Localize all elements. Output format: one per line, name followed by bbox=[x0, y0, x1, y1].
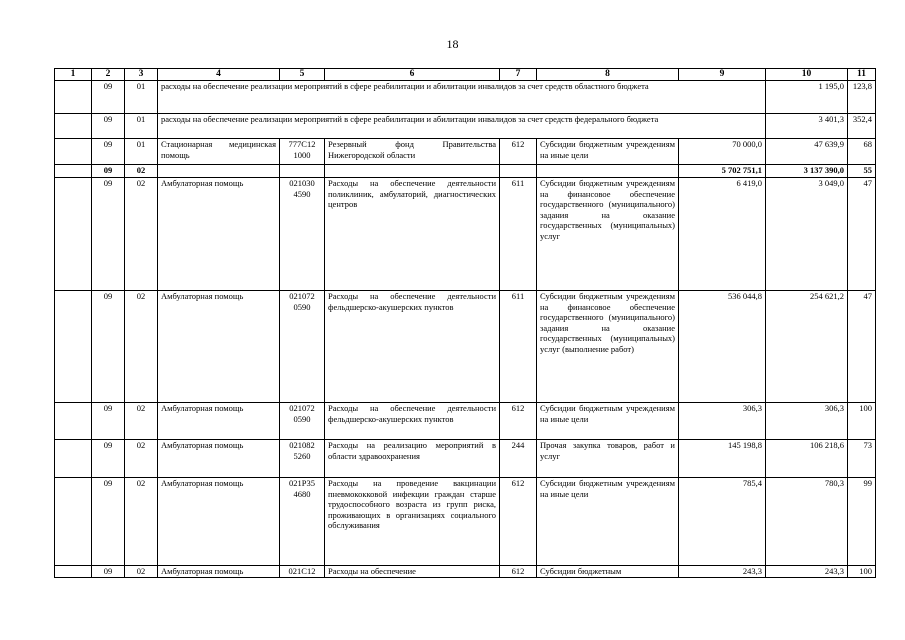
cell-subsection: 02 bbox=[125, 403, 158, 440]
cell-subsection: 02 bbox=[125, 165, 158, 178]
cell-col1 bbox=[55, 291, 92, 403]
cell-subsection: 02 bbox=[125, 440, 158, 478]
cell-type-name: Прочая закупка товаров, работ и услуг bbox=[537, 440, 679, 478]
column-header: 7 bbox=[500, 69, 537, 81]
cell-type-name: Субсидии бюджетным учреждениям на финансовое обеспечение государственного (муниципального) задания на оказание государственных (муниципальных) услуг (выполнение работ) bbox=[537, 291, 679, 403]
cell-plan: 70 000,0 bbox=[679, 139, 766, 165]
cell-actual: 3 137 390,0 bbox=[766, 165, 848, 178]
cell-actual: 106 218,6 bbox=[766, 440, 848, 478]
cell-col1 bbox=[55, 440, 92, 478]
cell-actual: 306,3 bbox=[766, 403, 848, 440]
cell-expense-name: Расходы на обеспечение деятельности фельдшерско-акушерских пунктов bbox=[325, 291, 500, 403]
cell-subsection-name: Амбулаторная помощь bbox=[158, 291, 280, 403]
cell-section: 09 bbox=[92, 478, 125, 566]
cell-target-code bbox=[280, 165, 325, 178]
cell-type-code: 612 bbox=[500, 403, 537, 440]
cell-col1 bbox=[55, 81, 92, 114]
cell-type-name bbox=[537, 165, 679, 178]
cell-subsection: 01 bbox=[125, 139, 158, 165]
cell-percent: 100 bbox=[848, 403, 876, 440]
cell-subsection: 01 bbox=[125, 114, 158, 139]
cell-plan: 785,4 bbox=[679, 478, 766, 566]
cell-subsection: 02 bbox=[125, 291, 158, 403]
cell-actual: 243,3 bbox=[766, 566, 848, 578]
cell-section: 09 bbox=[92, 165, 125, 178]
column-header: 10 bbox=[766, 69, 848, 81]
cell-section: 09 bbox=[92, 403, 125, 440]
cell-subsection: 01 bbox=[125, 81, 158, 114]
cell-type-name: Субсидии бюджетным учреждениям на иные цели bbox=[537, 139, 679, 165]
column-header: 5 bbox=[280, 69, 325, 81]
cell-subsection: 02 bbox=[125, 178, 158, 291]
cell-target-code: 021P35 4680 bbox=[280, 478, 325, 566]
cell-col1 bbox=[55, 165, 92, 178]
cell-subsection-name: Амбулаторная помощь bbox=[158, 178, 280, 291]
cell-plan: 145 198,8 bbox=[679, 440, 766, 478]
cell-plan: 1 195,0 bbox=[766, 81, 848, 114]
cell-percent: 100 bbox=[848, 566, 876, 578]
cell-percent: 73 bbox=[848, 440, 876, 478]
table-row bbox=[55, 81, 876, 114]
subsection-total-row bbox=[55, 165, 876, 178]
cell-plan: 3 401,3 bbox=[766, 114, 848, 139]
cell-expense-name: Расходы на обеспечение деятельности фельдшерско-акушерских пунктов bbox=[325, 403, 500, 440]
column-header: 9 bbox=[679, 69, 766, 81]
cell-type-name: Субсидии бюджетным учреждениям на финансовое обеспечение государственного (муниципального) задания на оказание государственных (муниципальных) услуг bbox=[537, 178, 679, 291]
cell-percent: 99 bbox=[848, 478, 876, 566]
cell-subsection-name bbox=[158, 165, 280, 178]
cell-subsection: 02 bbox=[125, 478, 158, 566]
table-row bbox=[55, 566, 876, 578]
cell-description: расходы на обеспечение реализации мероприятий в сфере реабилитации и абилитации инвалидов за счет средств областного бюджета bbox=[158, 81, 766, 114]
cell-target-code: 021072 0590 bbox=[280, 403, 325, 440]
page-number: 18 bbox=[446, 37, 459, 51]
cell-percent: 55 bbox=[848, 165, 876, 178]
cell-percent: 47 bbox=[848, 178, 876, 291]
cell-section: 09 bbox=[92, 440, 125, 478]
cell-expense-name: Расходы на обеспечение bbox=[325, 566, 500, 578]
cell-actual: 780,3 bbox=[766, 478, 848, 566]
cell-expense-name: Расходы на обеспечение деятельности поликлиник, амбулаторий, диагностических центров bbox=[325, 178, 500, 291]
cell-subsection: 02 bbox=[125, 566, 158, 578]
table-row bbox=[55, 403, 876, 440]
cell-percent: 68 bbox=[848, 139, 876, 165]
cell-plan: 243,3 bbox=[679, 566, 766, 578]
cell-percent: 47 bbox=[848, 291, 876, 403]
column-header: 2 bbox=[92, 69, 125, 81]
cell-section: 09 bbox=[92, 81, 125, 114]
cell-plan: 306,3 bbox=[679, 403, 766, 440]
cell-col1 bbox=[55, 566, 92, 578]
cell-expense-name: Расходы на реализацию мероприятий в области здравоохранения bbox=[325, 440, 500, 478]
cell-type-code: 244 bbox=[500, 440, 537, 478]
cell-section: 09 bbox=[92, 566, 125, 578]
column-header: 3 bbox=[125, 69, 158, 81]
cell-subsection-name: Амбулаторная помощь bbox=[158, 566, 280, 578]
cell-subsection-name: Амбулаторная помощь bbox=[158, 478, 280, 566]
cell-actual: 254 621,2 bbox=[766, 291, 848, 403]
column-header: 4 bbox=[158, 69, 280, 81]
table-row bbox=[55, 114, 876, 139]
cell-actual: 47 639,9 bbox=[766, 139, 848, 165]
cell-type-name: Субсидии бюджетным учреждениям на иные цели bbox=[537, 403, 679, 440]
cell-target-code: 021082 5260 bbox=[280, 440, 325, 478]
cell-subsection-name: Стационарная медицинская помощь bbox=[158, 139, 280, 165]
cell-type-code: 612 bbox=[500, 566, 537, 578]
cell-type-code: 611 bbox=[500, 291, 537, 403]
cell-type-code bbox=[500, 165, 537, 178]
cell-section: 09 bbox=[92, 291, 125, 403]
cell-section: 09 bbox=[92, 114, 125, 139]
cell-type-name: Субсидии бюджетным учреждениям на иные цели bbox=[537, 478, 679, 566]
header-row bbox=[55, 69, 876, 81]
cell-type-code: 612 bbox=[500, 478, 537, 566]
cell-expense-name: Расходы на проведение вакцинации пневмококковой инфекции граждан старше трудоспособного возраста из групп риска, проживающих в организациях социального обслуживания bbox=[325, 478, 500, 566]
table-row bbox=[55, 440, 876, 478]
cell-type-name: Субсидии бюджетным bbox=[537, 566, 679, 578]
table-row bbox=[55, 291, 876, 403]
cell-type-code: 611 bbox=[500, 178, 537, 291]
cell-col1 bbox=[55, 114, 92, 139]
cell-description: расходы на обеспечение реализации мероприятий в сфере реабилитации и абилитации инвалидов за счет средств федерального бюджета bbox=[158, 114, 766, 139]
cell-target-code: 021072 0590 bbox=[280, 291, 325, 403]
column-header: 11 bbox=[848, 69, 876, 81]
cell-plan: 5 702 751,1 bbox=[679, 165, 766, 178]
cell-actual: 3 049,0 bbox=[766, 178, 848, 291]
cell-target-code: 021С12 bbox=[280, 566, 325, 578]
cell-target-code: 777С12 1000 bbox=[280, 139, 325, 165]
cell-actual: 123,8 bbox=[848, 81, 876, 114]
cell-plan: 536 044,8 bbox=[679, 291, 766, 403]
cell-expense-name bbox=[325, 165, 500, 178]
cell-section: 09 bbox=[92, 139, 125, 165]
cell-expense-name: Резервный фонд Правительства Нижегородской области bbox=[325, 139, 500, 165]
table-row bbox=[55, 478, 876, 566]
cell-section: 09 bbox=[92, 178, 125, 291]
cell-col1 bbox=[55, 139, 92, 165]
cell-subsection-name: Амбулаторная помощь bbox=[158, 440, 280, 478]
column-header: 8 bbox=[537, 69, 679, 81]
column-header: 1 bbox=[55, 69, 92, 81]
column-header: 6 bbox=[325, 69, 500, 81]
cell-col1 bbox=[55, 403, 92, 440]
cell-plan: 6 419,0 bbox=[679, 178, 766, 291]
table-row bbox=[55, 139, 876, 165]
cell-col1 bbox=[55, 478, 92, 566]
cell-col1 bbox=[55, 178, 92, 291]
table-row bbox=[55, 178, 876, 291]
cell-subsection-name: Амбулаторная помощь bbox=[158, 403, 280, 440]
cell-actual: 352,4 bbox=[848, 114, 876, 139]
cell-target-code: 021030 4590 bbox=[280, 178, 325, 291]
budget-table bbox=[54, 68, 876, 578]
cell-type-code: 612 bbox=[500, 139, 537, 165]
